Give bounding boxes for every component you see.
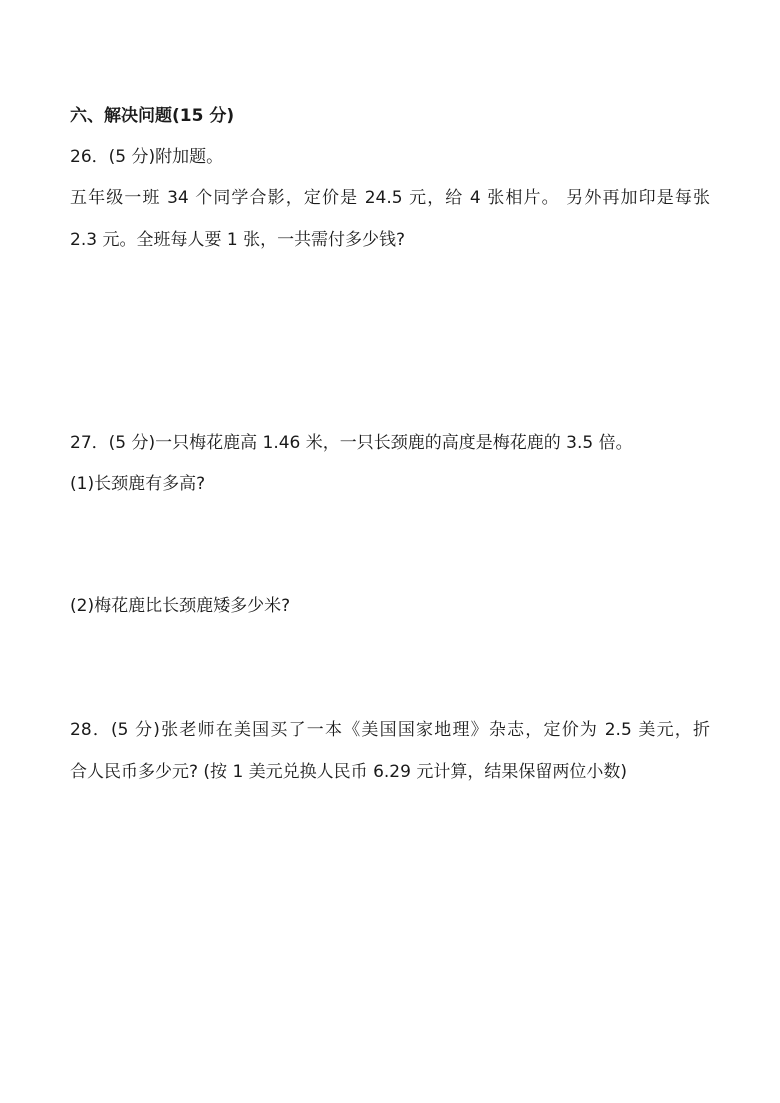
question-27-sub-1: (1)长颈鹿有多高? [70, 474, 206, 494]
question-26-text-line-2: 2.3 元。全班每人要 1 张，一共需付多少钱? [70, 230, 406, 250]
question-26-header: 26．(5 分)附加题。 [70, 147, 224, 167]
question-28-text-line-2: 合人民币多少元? (按 1 美元兑换人民币 6.29 元计算，结果保留两位小数) [70, 762, 627, 782]
question-27-header: 27．(5 分)一只梅花鹿高 1.46 米，一只长颈鹿的高度是梅花鹿的 3.5 倍。 [70, 433, 633, 453]
question-26-text-line-1: 五年级一班 34 个同学合影，定价是 24.5 元，给 4 张相片。 另外再加印是每张 [70, 188, 710, 208]
section-title: 六、解决问题(15 分) [70, 106, 235, 126]
question-27-sub-2: (2)梅花鹿比长颈鹿矮多少米? [70, 596, 291, 616]
question-28-text-line-1: 28．(5 分)张老师在美国买了一本《美国国家地理》杂志，定价为 2.5 美元，折 [70, 720, 710, 740]
